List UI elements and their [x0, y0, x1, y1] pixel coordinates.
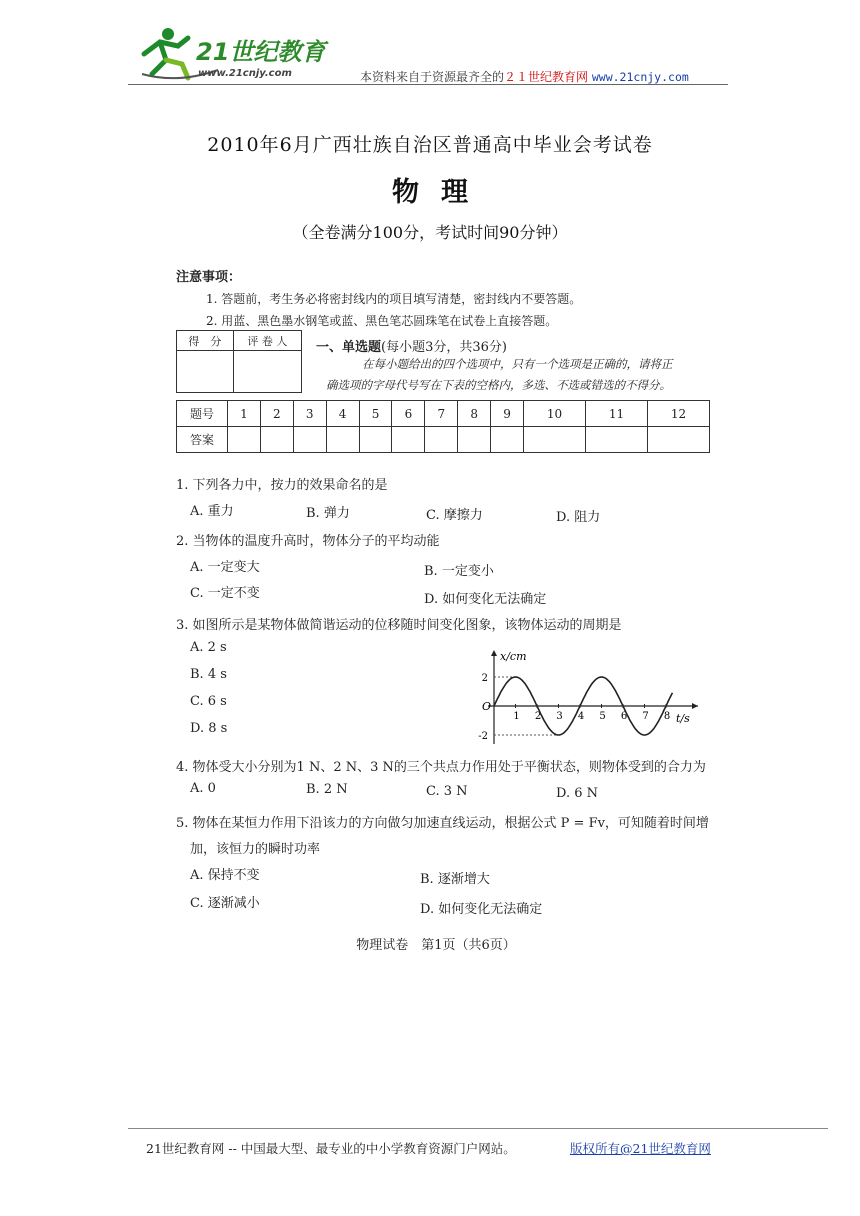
subject-title: 物理	[392, 177, 490, 208]
header-divider	[128, 84, 728, 85]
grid-answer-cell[interactable]	[458, 427, 491, 453]
option[interactable]: B. 一定变小	[424, 564, 494, 579]
header-note-prefix: 本资料来自于资源最齐全的	[360, 70, 505, 84]
option[interactable]: C. 3 N	[426, 784, 468, 799]
option[interactable]: C. 逐渐减小	[190, 896, 260, 911]
x-tick-label: 1	[513, 711, 520, 722]
grid-answer-cell[interactable]	[260, 427, 293, 453]
grid-answer-cell[interactable]	[585, 427, 647, 453]
grid-question-number: 8	[458, 401, 491, 427]
question-stem: 1. 下列各力中，按力的效果命名的是	[176, 478, 388, 493]
y-tick-label: -2	[478, 731, 488, 742]
answer-grid	[176, 400, 710, 453]
x-tick-label: 6	[620, 711, 628, 722]
grid-question-number: 1	[228, 401, 261, 427]
graph-axes	[488, 650, 698, 744]
grid-number-row	[177, 401, 710, 427]
option[interactable]: B. 弹力	[306, 506, 350, 521]
grid-question-number: 6	[392, 401, 425, 427]
x-tick-label: 4	[577, 711, 585, 722]
question-stem: 4. 物体受大小分别为1 N、2 N、3 N的三个共点力作用处于平衡状态，则物体受到的合力为	[176, 760, 706, 775]
note-item: 2. 用蓝、黑色墨水钢笔或蓝、黑色笔芯圆珠笔在试卷上直接答题。	[206, 314, 558, 328]
grid-question-number: 10	[524, 401, 586, 427]
origin-label: O	[482, 700, 492, 713]
logo-text: 21世纪教育	[196, 38, 326, 66]
section-instruction: 确选项的字母代号写在下表的空格内，多选、不选或错选的不得分。	[326, 378, 671, 392]
y-tick-label: 2	[481, 673, 488, 684]
question-stem: 5. 物体在某恒力作用下沿该力的方向做匀加速直线运动，根据公式 P = Fv，可知随着时间增	[176, 816, 709, 831]
grid-answer-cell[interactable]	[293, 427, 326, 453]
section-instruction: 在每小题给出的四个选项中，只有一个选项是正确的，请将正	[362, 357, 673, 371]
header-note	[360, 68, 689, 85]
section-heading-suffix: (每小题3分，共36分)	[381, 340, 507, 355]
x-axis-label: t/s	[676, 712, 690, 725]
grid-answer-cell[interactable]	[228, 427, 261, 453]
grid-answer-cell[interactable]	[425, 427, 458, 453]
footer-copyright-link[interactable]: 版权所有@21世纪教育网	[570, 1141, 711, 1156]
score-info: （全卷满分100分，考试时间90分钟）	[292, 223, 568, 242]
x-tick-label: 3	[556, 711, 563, 722]
grid-question-number: 4	[326, 401, 359, 427]
option[interactable]: B. 逐渐增大	[420, 872, 490, 887]
grid-answer-row	[177, 427, 710, 453]
question-stem: 2. 当物体的温度升高时，物体分子的平均动能	[176, 534, 440, 549]
question-stem-continued: 加，该恒力的瞬时功率	[190, 842, 321, 857]
x-tick-label: 8	[663, 711, 671, 722]
grid-question-number: 5	[359, 401, 392, 427]
footer-divider	[128, 1128, 828, 1129]
site-logo	[138, 24, 338, 82]
grid-question-number: 7	[425, 401, 458, 427]
option[interactable]: B. 2 N	[306, 782, 348, 797]
score-box	[176, 330, 302, 393]
grid-answer-cell[interactable]	[647, 427, 709, 453]
grader-label: 评 卷 人	[233, 331, 301, 351]
grid-question-number: 9	[491, 401, 524, 427]
note-item: 1. 答题前，考生务必将密封线内的项目填写清楚，密封线内不要答题。	[206, 292, 582, 306]
grid-answer-cell[interactable]	[491, 427, 524, 453]
option[interactable]: A. 一定变大	[190, 560, 260, 575]
option[interactable]: C. 摩擦力	[426, 508, 483, 523]
x-tick-label: 5	[599, 711, 606, 722]
option[interactable]: D. 6 N	[556, 786, 599, 801]
y-axis-arrow	[491, 650, 497, 656]
exam-title: 2010年6月广西壮族自治区普通高中毕业会考试卷	[207, 134, 653, 156]
score-cell[interactable]	[177, 351, 234, 393]
option[interactable]: A. 保持不变	[190, 868, 260, 883]
section-heading	[316, 336, 507, 355]
option[interactable]: B. 4 s	[190, 667, 227, 682]
grid-question-number: 3	[293, 401, 326, 427]
option[interactable]: A. 0	[190, 781, 216, 796]
footer-site-description: 21世纪教育网 -- 中国最大型、最专业的中小学教育资源门户网站。	[146, 1141, 516, 1156]
header-site-name[interactable]: ２１世纪教育网	[504, 70, 589, 84]
notes-title: 注意事项：	[176, 270, 242, 285]
grid-question-number: 2	[260, 401, 293, 427]
option[interactable]: A. 重力	[190, 504, 234, 519]
option[interactable]: C. 6 s	[190, 694, 227, 709]
option[interactable]: D. 如何变化无法确定	[424, 592, 547, 607]
grid-question-number: 12	[647, 401, 709, 427]
page-number-line: 物理试卷 第1页（共6页）	[356, 938, 516, 953]
x-tick-label: 7	[642, 711, 649, 722]
option[interactable]: A. 2 s	[190, 640, 227, 655]
grid-answer-cell[interactable]	[359, 427, 392, 453]
logo-url: www.21cnjy.com	[198, 68, 292, 79]
x-tick-label: 2	[534, 711, 542, 722]
grid-answer-cell[interactable]	[326, 427, 359, 453]
question-stem: 3. 如图所示是某物体做简谐运动的位移随时间变化图象，该物体运动的周期是	[176, 618, 622, 633]
option[interactable]: D. 如何变化无法确定	[420, 902, 543, 917]
y-axis-label: x/cm	[500, 650, 527, 663]
section-heading-label: 一、单选题	[316, 340, 382, 355]
grid-row-label: 答案	[177, 427, 228, 453]
grid-row-label: 题号	[177, 401, 228, 427]
displacement-time-graph	[470, 648, 702, 748]
option[interactable]: D. 8 s	[190, 721, 228, 736]
grid-answer-cell[interactable]	[392, 427, 425, 453]
grid-question-number: 11	[585, 401, 647, 427]
option[interactable]: D. 阻力	[556, 510, 601, 525]
grid-answer-cell[interactable]	[524, 427, 586, 453]
score-label: 得 分	[177, 331, 234, 351]
grader-cell[interactable]	[233, 351, 301, 393]
header-site-url[interactable]: www.21cnjy.com	[591, 70, 689, 84]
x-axis-arrow	[692, 703, 698, 709]
option[interactable]: C. 一定不变	[190, 586, 260, 601]
